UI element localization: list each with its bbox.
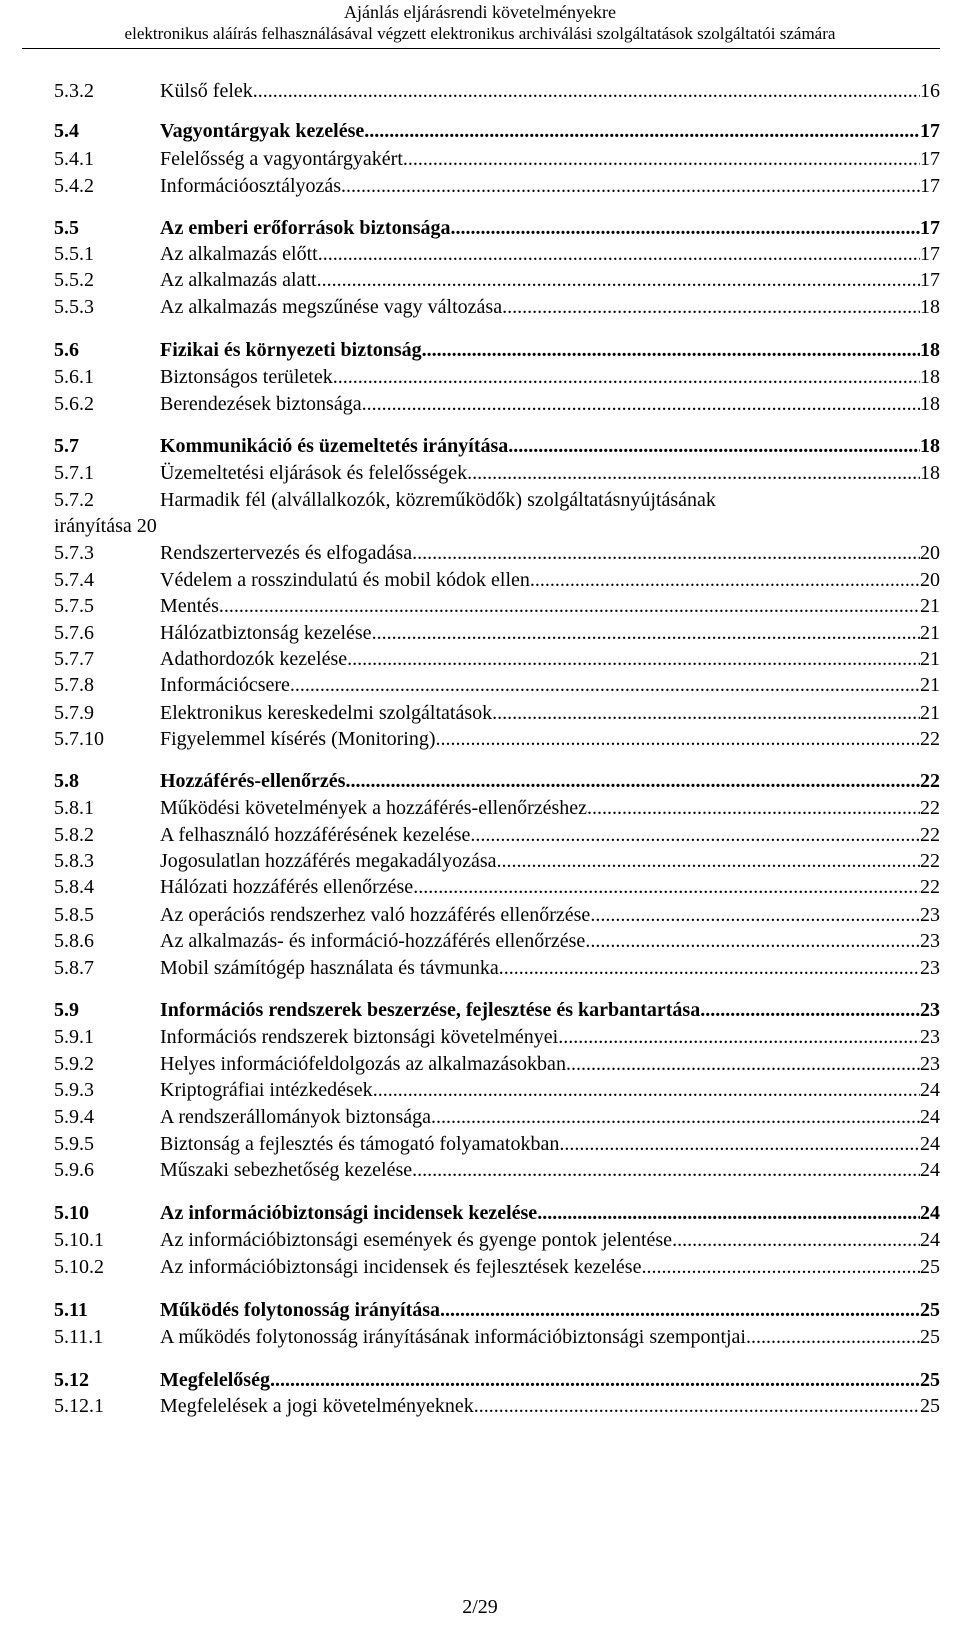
toc-entry[interactable] [0,1024,960,1050]
toc-entry-page: 24 [920,1133,940,1155]
toc-leader-dots [672,1227,920,1253]
toc-entry-page: 23 [920,1053,940,1075]
toc-entry-line [160,1131,940,1157]
toc-entry-line [160,118,940,144]
toc-entry-title: Információosztályozás [160,175,342,197]
toc-entry[interactable] [0,173,960,199]
toc-leader-dots [746,1324,920,1350]
toc-entry-number: 5.9.5 [54,1133,94,1155]
toc-entry-number: 5.3.2 [54,80,94,102]
toc-leader-dots [412,540,920,566]
toc-leader-dots [499,955,920,981]
toc-entry-line [160,902,940,928]
toc-entry-title: Műszaki sebezhetőség kezelése [160,1159,413,1181]
toc-entry-number: 5.6 [54,339,79,361]
toc-entry-title: Kriptográfiai intézkedések [160,1079,373,1101]
toc-leader-dots [317,267,920,293]
toc-entry-line [160,768,940,794]
toc-entry-title: Jogosulatlan hozzáférés megakadályozása [160,850,497,872]
toc-leader-dots [530,567,920,593]
toc-entry-line [160,1200,940,1226]
toc-entry-line [160,1254,940,1280]
header-subtitle: elektronikus aláírás felhasználásával végzett elektronikus archiválási szolgáltatások szolgáltatói számára [124,24,836,43]
toc-entry[interactable] [0,646,960,672]
toc-entry-number: 5.7.10 [54,728,104,750]
toc-entry-number: 5.7.8 [54,674,94,696]
toc-entry-page: 22 [920,728,940,750]
toc-entry-page: 17 [920,120,940,142]
toc-leader-dots [436,726,920,752]
toc-entry-line [160,567,940,593]
toc-entry-title: Berendezések biztonsága [160,393,362,415]
toc-entry-number: 5.8.6 [54,930,94,952]
toc-leader-dots [497,848,920,874]
toc-entry-number: 5.4.2 [54,175,94,197]
toc-entry-page: 18 [920,462,940,484]
toc-entry-line [160,460,940,486]
toc-entry-line [160,433,940,459]
toc-entry[interactable] [0,337,960,363]
toc-entry-number: 5.9 [54,999,79,1021]
toc-entry-title: Az alkalmazás előtt [160,243,318,265]
toc-entry[interactable] [0,433,960,459]
toc-entry[interactable] [0,928,960,954]
toc-leader-dots [566,1051,920,1077]
toc-entry[interactable] [0,1077,960,1103]
toc-entry-title: Biztonságos területek [160,366,333,388]
toc-entry-line [160,364,940,390]
toc-entry[interactable] [0,118,960,144]
toc-entry-title: Rendszertervezés és elfogadása [160,542,413,564]
toc-entry-page: 18 [920,393,940,415]
toc-entry-number: 5.4 [54,120,79,142]
toc-entry-title: Az információbiztonsági incidensek kezelése [160,1202,538,1224]
toc-entry-title: Felelősség a vagyontárgyakért [160,148,403,170]
toc-entry[interactable] [0,874,960,900]
toc-entry-line [160,540,940,566]
toc-entry-line [160,1393,940,1419]
toc-entry[interactable] [0,955,960,981]
toc-entry-page: 24 [920,1106,940,1128]
toc-entry-title: Vagyontárgyak kezelése [160,120,365,142]
toc-entry-number: 5.9.3 [54,1079,94,1101]
toc-entry-title: Az információbiztonsági incidensek és fejlesztések kezelése [160,1256,642,1278]
toc-entry-number: 5.7.4 [54,569,94,591]
toc-entry-number: 5.9.4 [54,1106,94,1128]
toc-entry-title: Fizikai és környezeti biztonság [160,339,422,361]
toc-entry[interactable] [0,1227,960,1253]
toc-entry-page: 21 [920,622,940,644]
toc-entry[interactable] [0,593,960,619]
toc-entry-line [160,78,940,104]
toc-entry[interactable] [0,997,960,1023]
toc-entry-page: 24 [920,1079,940,1101]
toc-leader-dots [290,672,920,698]
toc-entry-page: 25 [920,1369,940,1391]
toc-entry-title: Mobil számítógép használata és távmunka [160,957,499,979]
toc-entry-number: 5.7.2 [54,489,94,511]
toc-entry[interactable] [0,620,960,646]
toc-entry-line [160,391,940,417]
toc-entry[interactable] [0,726,960,752]
toc-entry-number: 5.7 [54,435,79,457]
toc-leader-dots [641,1254,920,1280]
toc-leader-dots [590,902,920,928]
toc-entry-title: Megfelelések a jogi követelményeknek [160,1395,474,1417]
toc-entry-page: 17 [920,243,940,265]
toc-entry[interactable] [0,391,960,417]
toc-entry-line [160,1157,940,1183]
toc-entry-number: 5.8.1 [54,797,94,819]
toc-entry-page: 22 [920,876,940,898]
toc-entry-number: 5.8.4 [54,876,94,898]
toc-entry-number: 5.7.1 [54,462,94,484]
toc-entry[interactable] [0,902,960,928]
toc-entry[interactable] [0,540,960,566]
toc-entry[interactable] [0,672,960,698]
toc-entry[interactable] [0,1367,960,1393]
toc-entry-page: 25 [920,1395,940,1417]
toc-entry[interactable] [0,848,960,874]
toc-entry-title: Megfelelőség [160,1369,270,1391]
toc-entry[interactable] [0,1393,960,1419]
toc-entry-page: 17 [920,217,940,239]
toc-entry[interactable] [0,78,960,104]
toc-entry-page: 22 [920,770,940,792]
toc-entry[interactable] [0,768,960,794]
toc-entry-line [160,1024,940,1050]
toc-entry-title: Hálózatbiztonság kezelése [160,622,372,644]
toc-entry[interactable] [0,1297,960,1323]
toc-entry-title: Az alkalmazás megszűnése vagy változása [160,296,503,318]
toc-entry[interactable] [0,1200,960,1226]
toc-entry-number: 5.12.1 [54,1395,104,1417]
toc-entry-line [160,294,940,320]
toc-entry-line [160,700,940,726]
toc-entry[interactable] [0,567,960,593]
toc-leader-dots [362,391,920,417]
toc-entry[interactable] [0,700,960,726]
toc-entry-title: Az emberi erőforrások biztonsága [160,217,451,239]
toc-entry-number: 5.8.2 [54,824,94,846]
toc-entry[interactable] [0,364,960,390]
toc-entry-number: 5.8.7 [54,957,94,979]
toc-entry-title: Külső felek [160,80,253,102]
toc-entry-page: 23 [920,1026,940,1048]
toc-leader-dots [219,593,920,619]
toc-entry-line [160,241,940,267]
toc-entry-page: 25 [920,1326,940,1348]
page-number: 2/29 [462,1596,498,1618]
toc-entry-number: 5.9.6 [54,1159,94,1181]
toc-entry-line [160,267,940,293]
toc-leader-dots [412,1157,920,1183]
toc-entry-page: 22 [920,824,940,846]
header-title: Ajánlás eljárásrendi követelményekre [344,2,616,22]
toc-entry-number: 5.4.1 [54,148,94,170]
toc-entry-number: 5.7.5 [54,595,94,617]
toc-entry-title: Az operációs rendszerhez való hozzáférés ellenőrzése [160,904,591,926]
toc-entry-page: 24 [920,1159,940,1181]
toc-leader-dots [347,646,920,672]
toc-entry-title: Működés folytonosság irányítása [160,1299,441,1321]
toc-entry[interactable] [0,241,960,267]
toc-entry-line [160,997,940,1023]
toc-entry-title: Biztonság a fejlesztés és támogató folyamatokban [160,1133,560,1155]
toc-entry-page: 22 [920,797,940,819]
toc-entry-number: 5.5.1 [54,243,94,265]
toc-entry-title: A működés folytonosság irányításának információbiztonsági szempontjai [160,1326,746,1348]
toc-entry-page: 20 [920,542,940,564]
toc-leader-dots [422,337,920,363]
toc-entry-number: 5.9.1 [54,1026,94,1048]
toc-entry-page: 25 [920,1299,940,1321]
toc-entry-page: 22 [920,850,940,872]
toc-leader-dots [318,241,920,267]
toc-entry-number: 5.7.7 [54,648,94,670]
toc-leader-dots [403,146,920,172]
toc-entry[interactable] [0,146,960,172]
toc-entry-line [160,1367,940,1393]
toc-entry-page: 18 [920,366,940,388]
toc-entry[interactable] [0,460,960,486]
toc-leader-dots [341,173,920,199]
toc-leader-dots [508,433,920,459]
toc-entry-title-line1: Harmadik fél (alvállalkozók, közreműködők) szolgáltatásnyújtásának [160,489,716,511]
toc-leader-dots [558,1024,920,1050]
toc-entry[interactable] [0,215,960,241]
toc-entry-page: 23 [920,904,940,926]
toc-entry-line [160,822,940,848]
toc-entry-title: A rendszerállományok biztonsága [160,1106,432,1128]
toc-entry-page: 20 [920,569,940,591]
toc-leader-dots [440,1297,920,1323]
toc-entry-number: 5.8.5 [54,904,94,926]
toc-entry[interactable] [0,1324,960,1350]
toc-leader-dots [253,78,920,104]
toc-entry-page: 18 [920,435,940,457]
toc-entry-number: 5.5.3 [54,296,94,318]
toc-leader-dots [451,215,921,241]
toc-entry-number: 5.9.2 [54,1053,94,1075]
toc-entry-page: 21 [920,648,940,670]
toc-entry-number: 5.11.1 [54,1326,104,1348]
toc-entry-title: Hálózati hozzáférés ellenőrzése [160,876,414,898]
toc-entry-number: 5.10.1 [54,1229,104,1251]
toc-entry-page: 23 [920,930,940,952]
toc-entry-number: 5.10.2 [54,1256,104,1278]
toc-leader-dots [373,1077,920,1103]
toc-entry-line [160,1051,940,1077]
toc-entry-line [160,672,940,698]
toc-entry-line [160,874,940,900]
toc-entry[interactable] [0,1254,960,1280]
toc-entry[interactable] [0,1131,960,1157]
toc-entry-page: 21 [920,702,940,724]
toc-entry[interactable] [0,1157,960,1183]
toc-entry-number: 5.12 [54,1369,89,1391]
toc-leader-dots [372,620,920,646]
toc-entry-title: Védelem a rosszindulatú és mobil kódok ellen [160,569,530,591]
toc-entry-title: Az alkalmazás alatt [160,269,317,291]
toc-entry-title: Információs rendszerek beszerzése, fejlesztése és karbantartása [160,999,701,1021]
toc-entry-line [160,215,940,241]
toc-entry-page: 23 [920,999,940,1021]
toc-leader-dots [700,997,920,1023]
toc-leader-dots [333,364,920,390]
toc-entry[interactable] [0,1051,960,1077]
toc-entry-line [160,646,940,672]
toc-entry-line [160,1227,940,1253]
toc-entry-page: 18 [920,339,940,361]
toc-entry-line [160,1297,940,1323]
toc-entry-number: 5.7.3 [54,542,94,564]
toc-leader-dots [270,1367,920,1393]
toc-entry-title: Üzemeltetési eljárások és felelősségek [160,462,468,484]
toc-entry[interactable] [0,267,960,293]
toc-entry-number: 5.5 [54,217,79,239]
toc-entry-title: Az alkalmazás- és információ-hozzáférés ellenőrzése [160,930,586,952]
toc-entry-page: 25 [920,1256,940,1278]
toc-leader-dots [537,1200,920,1226]
toc-entry-number: 5.11 [54,1299,88,1321]
toc-entry-number: 5.8.3 [54,850,94,872]
toc-entry-title: Helyes információfeldolgozás az alkalmazásokban [160,1053,566,1075]
toc-entry-line [160,593,940,619]
toc-entry[interactable] [0,1104,960,1130]
toc-entry-line [160,726,940,752]
toc-leader-dots [431,1104,920,1130]
toc-leader-dots [502,294,920,320]
toc-entry-page: 21 [920,674,940,696]
toc-entry-line [160,620,940,646]
toc-entry-title: Kommunikáció és üzemeltetés irányítása [160,435,509,457]
toc-leader-dots [364,118,920,144]
toc-entry-title: Információs rendszerek biztonsági követelményei [160,1026,559,1048]
toc-entry-page: 16 [920,80,940,102]
toc-entry-line [160,795,940,821]
toc-entry-page: 23 [920,957,940,979]
toc-leader-dots [345,768,920,794]
toc-leader-dots [587,795,920,821]
toc-entry-page: 17 [920,175,940,197]
toc-entry-page: 17 [920,148,940,170]
toc-entry-number: 5.6.2 [54,393,94,415]
toc-entry-line [160,955,940,981]
toc-entry-page: 24 [920,1202,940,1224]
toc-leader-dots [559,1131,920,1157]
toc-leader-dots [492,700,920,726]
toc-entry[interactable] [0,294,960,320]
toc-entry-title: Az információbiztonsági események és gyenge pontok jelentése [160,1229,673,1251]
toc-entry-line [160,928,940,954]
toc-entry-line [160,337,940,363]
toc-entry-title: A felhasználó hozzáférésének kezelése [160,824,471,846]
toc-entry-title-line2: irányítása 20 [54,515,157,537]
toc-entry-line [160,1324,940,1350]
toc-entry[interactable] [0,795,960,821]
toc-entry-line [160,848,940,874]
toc-entry[interactable] [0,822,960,848]
toc-entry-number: 5.7.6 [54,622,94,644]
toc-entry-title: Mentés [160,595,219,617]
toc-leader-dots [474,1393,920,1419]
toc-entry-title: Működési követelmények a hozzáférés-ellenőrzéshez [160,797,588,819]
toc-entry-number: 5.7.9 [54,702,94,724]
toc-entry-line [160,173,940,199]
toc-entry-page: 21 [920,595,940,617]
toc-entry-line [160,1077,940,1103]
toc-entry-title: Információcsere [160,674,290,696]
toc-entry-number: 5.8 [54,770,79,792]
toc-entry-title: Elektronikus kereskedelmi szolgáltatások [160,702,493,724]
toc-entry-page: 24 [920,1229,940,1251]
toc-entry-line [160,146,940,172]
toc-entry-title: Figyelemmel kísérés (Monitoring) [160,728,436,750]
toc-entry-line [160,1104,940,1130]
toc-entry-page: 17 [920,269,940,291]
toc-entry-number: 5.10 [54,1202,89,1224]
toc-entry-number: 5.6.1 [54,366,94,388]
toc-leader-dots [470,822,920,848]
toc-entry-page: 18 [920,296,940,318]
toc-entry-title: Hozzáférés-ellenőrzés [160,770,346,792]
toc-leader-dots [585,928,920,954]
toc-entry-title: Adathordozók kezelése [160,648,348,670]
toc-leader-dots [413,874,920,900]
toc-leader-dots [467,460,920,486]
toc-entry-number: 5.5.2 [54,269,94,291]
